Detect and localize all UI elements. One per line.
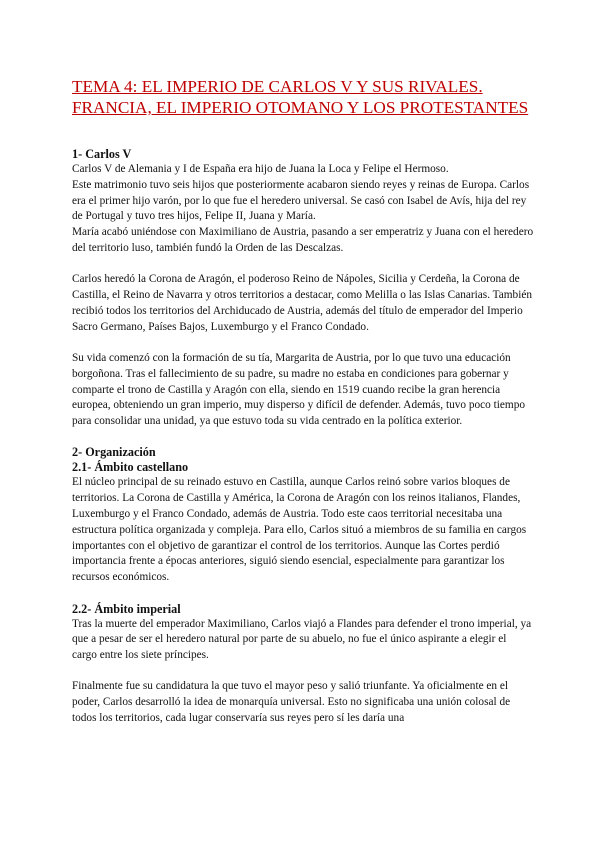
paragraph: Carlos heredó la Corona de Aragón, el poderoso Reino de Nápoles, Sicilia y Cerdeña, la Corona de Castilla, el Reino de Navarra y otros territorios a destacar, como Melilla o las Islas Canarias. También recibió todos los territorios del Archiducado de Austria, además del título de emperador del Imperio Sacro Germano, Países Bajos, Luxemburgo y el Franco Condado. <box>72 273 533 333</box>
spacer <box>72 664 534 680</box>
section-heading-carlos-v: 1- Carlos V <box>72 147 132 161</box>
paragraph: Carlos V de Alemania y I de España era hijo de Juana la Loca y Felipe el Hermoso. <box>72 163 449 175</box>
document-page <box>72 76 534 727</box>
section-heading-organizacion: 2- Organización <box>72 445 156 460</box>
spacer <box>72 257 534 273</box>
paragraph: Su vida comenzó con la formación de su tía, Margarita de Austria, por lo que tuvo una educación borgoñona. Tras el fallecimiento de su padre, su madre no estaba en condiciones para gobernar y comparte el trono de Castilla y Aragón con ella, siendo en 1519 cuando recibe la gran herencia europea, obteniendo un gran imperio, muy disperso y difícil de defender. Además, tuvo poco tiempo para consolidar una unidad, ya que estuvo toda su vida centrado en la política exterior. <box>72 351 526 428</box>
paragraph: María acabó uniéndose con Maximiliano de Austria, pasando a ser emperatriz y Juana con el heredero del territorio luso, también fundó la Orden de las Descalzas. <box>72 226 534 254</box>
paragraph: Este matrimonio tuvo seis hijos que posteriormente acabaron siendo reyes y reinas de Europa. Carlos era el primer hijo varón, por lo que fue el heredero universal. Se casó con Isabel de Avís, hija del rey de Portugal y tuvo tres hijos, Felipe II, Juana y María. <box>72 178 530 223</box>
paragraph: Tras la muerte del emperador Maximiliano, Carlos viajó a Flandes para defender el trono imperial, ya que a pesar de ser el heredero natural por parte de su abuelo, no fue el único aspirante a elegir el cargo entre los siete príncipes. <box>72 617 532 662</box>
spacer <box>72 335 534 351</box>
subsection-heading-ambito-castellano: 2.1- Ámbito castellano <box>72 460 189 475</box>
spacer <box>72 586 534 602</box>
spacer <box>72 430 534 446</box>
subsection-heading-ambito-imperial: 2.2- Ámbito imperial <box>72 601 181 616</box>
paragraph: El núcleo principal de su reinado estuvo en Castilla, aunque Carlos reinó sobre varios bloques de territorios. La Corona de Castilla y América, la Corona de Aragón con los reinos italianos, Flandes, Luxemburgo y el Franco Condado, además de Austria. Todo este caos territorial necesitaba una estructura política organizada y compleja. Para ello, Carlos situó a miembros de su familia en cargos importantes con el objetivo de garantizar el control de los territorios. Aunque las Cortes perdió importancia frente a épocas anteriores, siguió siendo esencial, especialmente para garantizar los recursos económicos. <box>72 476 527 584</box>
document-title: TEMA 4: EL IMPERIO DE CARLOS V Y SUS RIVALES. FRANCIA, EL IMPERIO OTOMANO Y LOS PROTESTANTES <box>72 77 529 117</box>
paragraph: Finalmente fue su candidatura la que tuvo el mayor peso y salió triunfante. Ya oficialmente en el poder, Carlos desarrolló la idea de monarquía universal. Esto no significaba una unión colosal de todos los territorios, cada lugar conservaría sus reyes pero sí les daría una <box>72 680 511 725</box>
